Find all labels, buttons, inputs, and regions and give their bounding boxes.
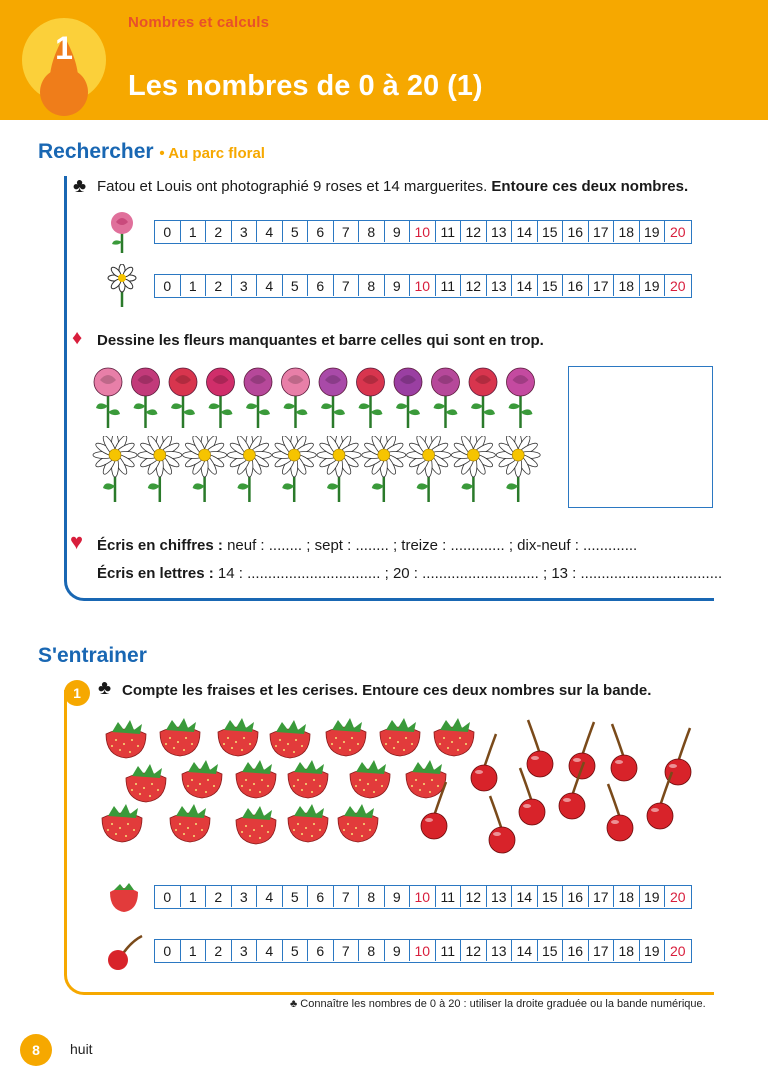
strip-cell[interactable]: 5 (283, 886, 309, 907)
strip-cell[interactable]: 8 (359, 221, 385, 242)
strip-cell[interactable]: 15 (538, 221, 564, 242)
strip-cell[interactable]: 20 (669, 223, 686, 240)
cherry (527, 720, 553, 777)
strip-cell[interactable]: 8 (359, 886, 385, 907)
strip-cell[interactable]: 3 (232, 275, 258, 296)
strip-cell[interactable]: 1 (181, 886, 207, 907)
cherry (607, 784, 633, 841)
club-icon: ♣ (73, 175, 87, 197)
strip-cell[interactable]: 1 (181, 940, 207, 961)
strip-cell[interactable]: 8 (359, 940, 385, 961)
diamond-icon: ♦ (72, 327, 83, 349)
strip-cell[interactable]: 5 (283, 275, 309, 296)
strawberry (288, 804, 328, 842)
strip-cell[interactable]: 14 (512, 886, 538, 907)
strip-cell[interactable]: 7 (334, 886, 360, 907)
daisy-icon (104, 264, 140, 308)
strip-cell[interactable]: 12 (461, 940, 487, 961)
strawberry (380, 718, 420, 756)
strawberry (160, 718, 200, 756)
strip-cell[interactable]: 16 (563, 221, 589, 242)
strip-cell[interactable]: 2 (206, 886, 232, 907)
cherry (611, 724, 637, 781)
daisy (272, 436, 316, 502)
cherry (489, 796, 515, 853)
rose-icon (104, 210, 140, 254)
strip-cell[interactable]: 2 (206, 275, 232, 296)
strip-cell[interactable]: 15 (538, 940, 564, 961)
footnote: ♣ Connaître les nombres de 0 à 20 : utiliser la droite graduée ou la bande numérique. (290, 998, 706, 1010)
strawberry (338, 804, 378, 842)
research-q1-text: Fatou et Louis ont photographié 9 roses et 14 marguerites. Entoure ces deux nombres. (97, 178, 689, 195)
strawberry (326, 718, 366, 756)
strip-cell[interactable]: 15 (538, 886, 564, 907)
strawberry-icon (106, 880, 142, 914)
strip-cell[interactable]: 10 (410, 940, 436, 961)
heart-icon: ♥ (70, 529, 84, 554)
daisy (407, 436, 451, 502)
strip-cell[interactable]: 20 (669, 942, 686, 959)
strip-cell[interactable]: 4 (257, 940, 283, 961)
strip-cell[interactable]: 14 (512, 940, 538, 961)
strip-cell[interactable]: 14 (512, 221, 538, 242)
strip-cell[interactable]: 13 (487, 940, 513, 961)
write-digits-line: Écris en chiffres : neuf : ........ ; sept : ........ ; treize : ............. ; dix-neuf : ............. (97, 537, 638, 554)
strip-cell[interactable]: 4 (257, 886, 283, 907)
strip-cell[interactable]: 4 (257, 275, 283, 296)
daisy (496, 436, 540, 502)
strawberry (270, 720, 310, 758)
daisy (317, 436, 361, 502)
research-q2-text: Dessine les fleurs manquantes et barre celles qui sont en trop. (97, 332, 544, 349)
chapter-label: Nombres et calculs (128, 14, 270, 31)
strip-cell[interactable]: 19 (640, 886, 666, 907)
cherry-icon (106, 932, 146, 972)
strip-cell[interactable]: 6 (308, 940, 334, 961)
daisies-row (90, 436, 550, 504)
strip-cell[interactable]: 10 (410, 221, 436, 242)
drawing-box[interactable] (568, 366, 713, 508)
strip-cell[interactable]: 17 (589, 886, 615, 907)
fruits-illustration (100, 712, 710, 862)
chapter-number: 1 (55, 30, 73, 66)
strip-cell[interactable]: 0 (155, 886, 181, 907)
strip-cell[interactable]: 10 (410, 275, 436, 296)
cherry (471, 734, 497, 791)
strawberry (236, 760, 276, 798)
strip-cell[interactable]: 9 (385, 221, 411, 242)
daisy (183, 436, 227, 502)
cherry (665, 728, 691, 785)
strawberry (170, 804, 210, 842)
strip-cell[interactable]: 0 (155, 221, 181, 242)
research-subtitle: • Au parc floral (159, 145, 265, 162)
rose (319, 368, 347, 428)
rose (394, 368, 422, 428)
strip-cell[interactable]: 6 (308, 275, 334, 296)
roses-row (90, 366, 550, 430)
strawberry (350, 760, 390, 798)
research-section-title: Rechercher • Au parc floral (38, 140, 265, 163)
strip-cell[interactable]: 16 (563, 940, 589, 961)
strip-cell[interactable]: 19 (640, 940, 666, 961)
number-strip-cherries (154, 939, 692, 963)
rose (132, 368, 160, 428)
strawberry (106, 720, 146, 758)
strip-cell[interactable]: 2 (206, 221, 232, 242)
strip-cell[interactable]: 13 (487, 275, 513, 296)
strip-cell[interactable]: 11 (436, 940, 462, 961)
exercise-number-badge: 1 (64, 680, 90, 706)
chapter-badge-icon (16, 8, 108, 140)
strip-cell[interactable]: 16 (563, 275, 589, 296)
strawberry (236, 806, 276, 844)
strip-cell[interactable]: 7 (334, 275, 360, 296)
number-strip-daisies (154, 274, 692, 298)
strip-cell[interactable]: 12 (461, 275, 487, 296)
strip-cell[interactable]: 17 (589, 221, 615, 242)
rose (244, 368, 272, 428)
rose (207, 368, 235, 428)
strawberry (218, 718, 258, 756)
strip-cell[interactable]: 11 (436, 275, 462, 296)
strip-cell[interactable]: 11 (436, 886, 462, 907)
strip-cell[interactable]: 10 (410, 886, 436, 907)
strawberry (406, 760, 446, 798)
strip-cell[interactable]: 13 (487, 221, 513, 242)
strip-cell[interactable]: 0 (155, 940, 181, 961)
strip-cell[interactable]: 5 (283, 940, 309, 961)
rose (169, 368, 197, 428)
number-strip-roses (154, 220, 692, 244)
daisy (362, 436, 406, 502)
strip-cell[interactable]: 5 (283, 221, 309, 242)
strip-cell[interactable]: 9 (385, 886, 411, 907)
strip-cell[interactable]: 12 (461, 221, 487, 242)
strip-cell[interactable]: 9 (385, 275, 411, 296)
strip-cell[interactable]: 18 (614, 221, 640, 242)
page-header (0, 0, 768, 120)
daisy (93, 436, 137, 502)
number-strip-strawberries (154, 885, 692, 909)
rose (94, 368, 122, 428)
strip-cell[interactable]: 19 (640, 221, 666, 242)
strip-cell[interactable]: 6 (308, 221, 334, 242)
strawberry (288, 760, 328, 798)
daisy (451, 436, 495, 502)
strip-cell[interactable]: 7 (334, 940, 360, 961)
strip-cell[interactable]: 16 (563, 886, 589, 907)
strip-cell[interactable]: 6 (308, 886, 334, 907)
strawberry (126, 764, 166, 802)
rose (282, 368, 310, 428)
strip-cell[interactable]: 20 (669, 277, 686, 294)
strip-cell[interactable]: 1 (181, 221, 207, 242)
strip-cell[interactable]: 15 (538, 275, 564, 296)
strip-cell[interactable]: 9 (385, 940, 411, 961)
strip-cell[interactable]: 3 (232, 940, 258, 961)
strip-cell[interactable]: 8 (359, 275, 385, 296)
strip-cell[interactable]: 18 (614, 886, 640, 907)
strawberry (182, 760, 222, 798)
rose (432, 368, 460, 428)
cherry (647, 772, 673, 829)
club-icon-2: ♣ (98, 677, 112, 699)
rose (507, 368, 535, 428)
rose (357, 368, 385, 428)
write-letters-line: Écris en lettres : 14 : ................................ ; 20 : ............................ ; 13 : .................................. (97, 565, 723, 582)
strip-cell[interactable]: 18 (614, 275, 640, 296)
page-title: Les nombres de 0 à 20 (1) (128, 70, 483, 102)
strip-cell[interactable]: 17 (589, 940, 615, 961)
daisy (227, 436, 271, 502)
strip-cell[interactable]: 17 (589, 275, 615, 296)
page-number-badge: 8 (20, 1034, 52, 1066)
strip-cell[interactable]: 18 (614, 940, 640, 961)
strawberry (434, 718, 474, 756)
strip-cell[interactable]: 2 (206, 940, 232, 961)
strip-cell[interactable]: 19 (640, 275, 666, 296)
strawberry (102, 804, 142, 842)
rose (469, 368, 497, 428)
strip-cell[interactable]: 11 (436, 221, 462, 242)
strip-cell[interactable]: 3 (232, 221, 258, 242)
strip-cell[interactable]: 0 (155, 275, 181, 296)
strip-cell[interactable]: 12 (461, 886, 487, 907)
strip-cell[interactable]: 1 (181, 275, 207, 296)
practice-section-title: S'entrainer (38, 644, 147, 667)
practice-ex1-text: Compte les fraises et les cerises. Entoure ces deux nombres sur la bande. (122, 682, 652, 699)
strip-cell[interactable]: 14 (512, 275, 538, 296)
strip-cell[interactable]: 7 (334, 221, 360, 242)
strip-cell[interactable]: 20 (669, 888, 686, 905)
strip-cell[interactable]: 13 (487, 886, 513, 907)
page-number-word: huit (70, 1041, 93, 1057)
strip-cell[interactable]: 4 (257, 221, 283, 242)
daisy (138, 436, 182, 502)
strip-cell[interactable]: 3 (232, 886, 258, 907)
